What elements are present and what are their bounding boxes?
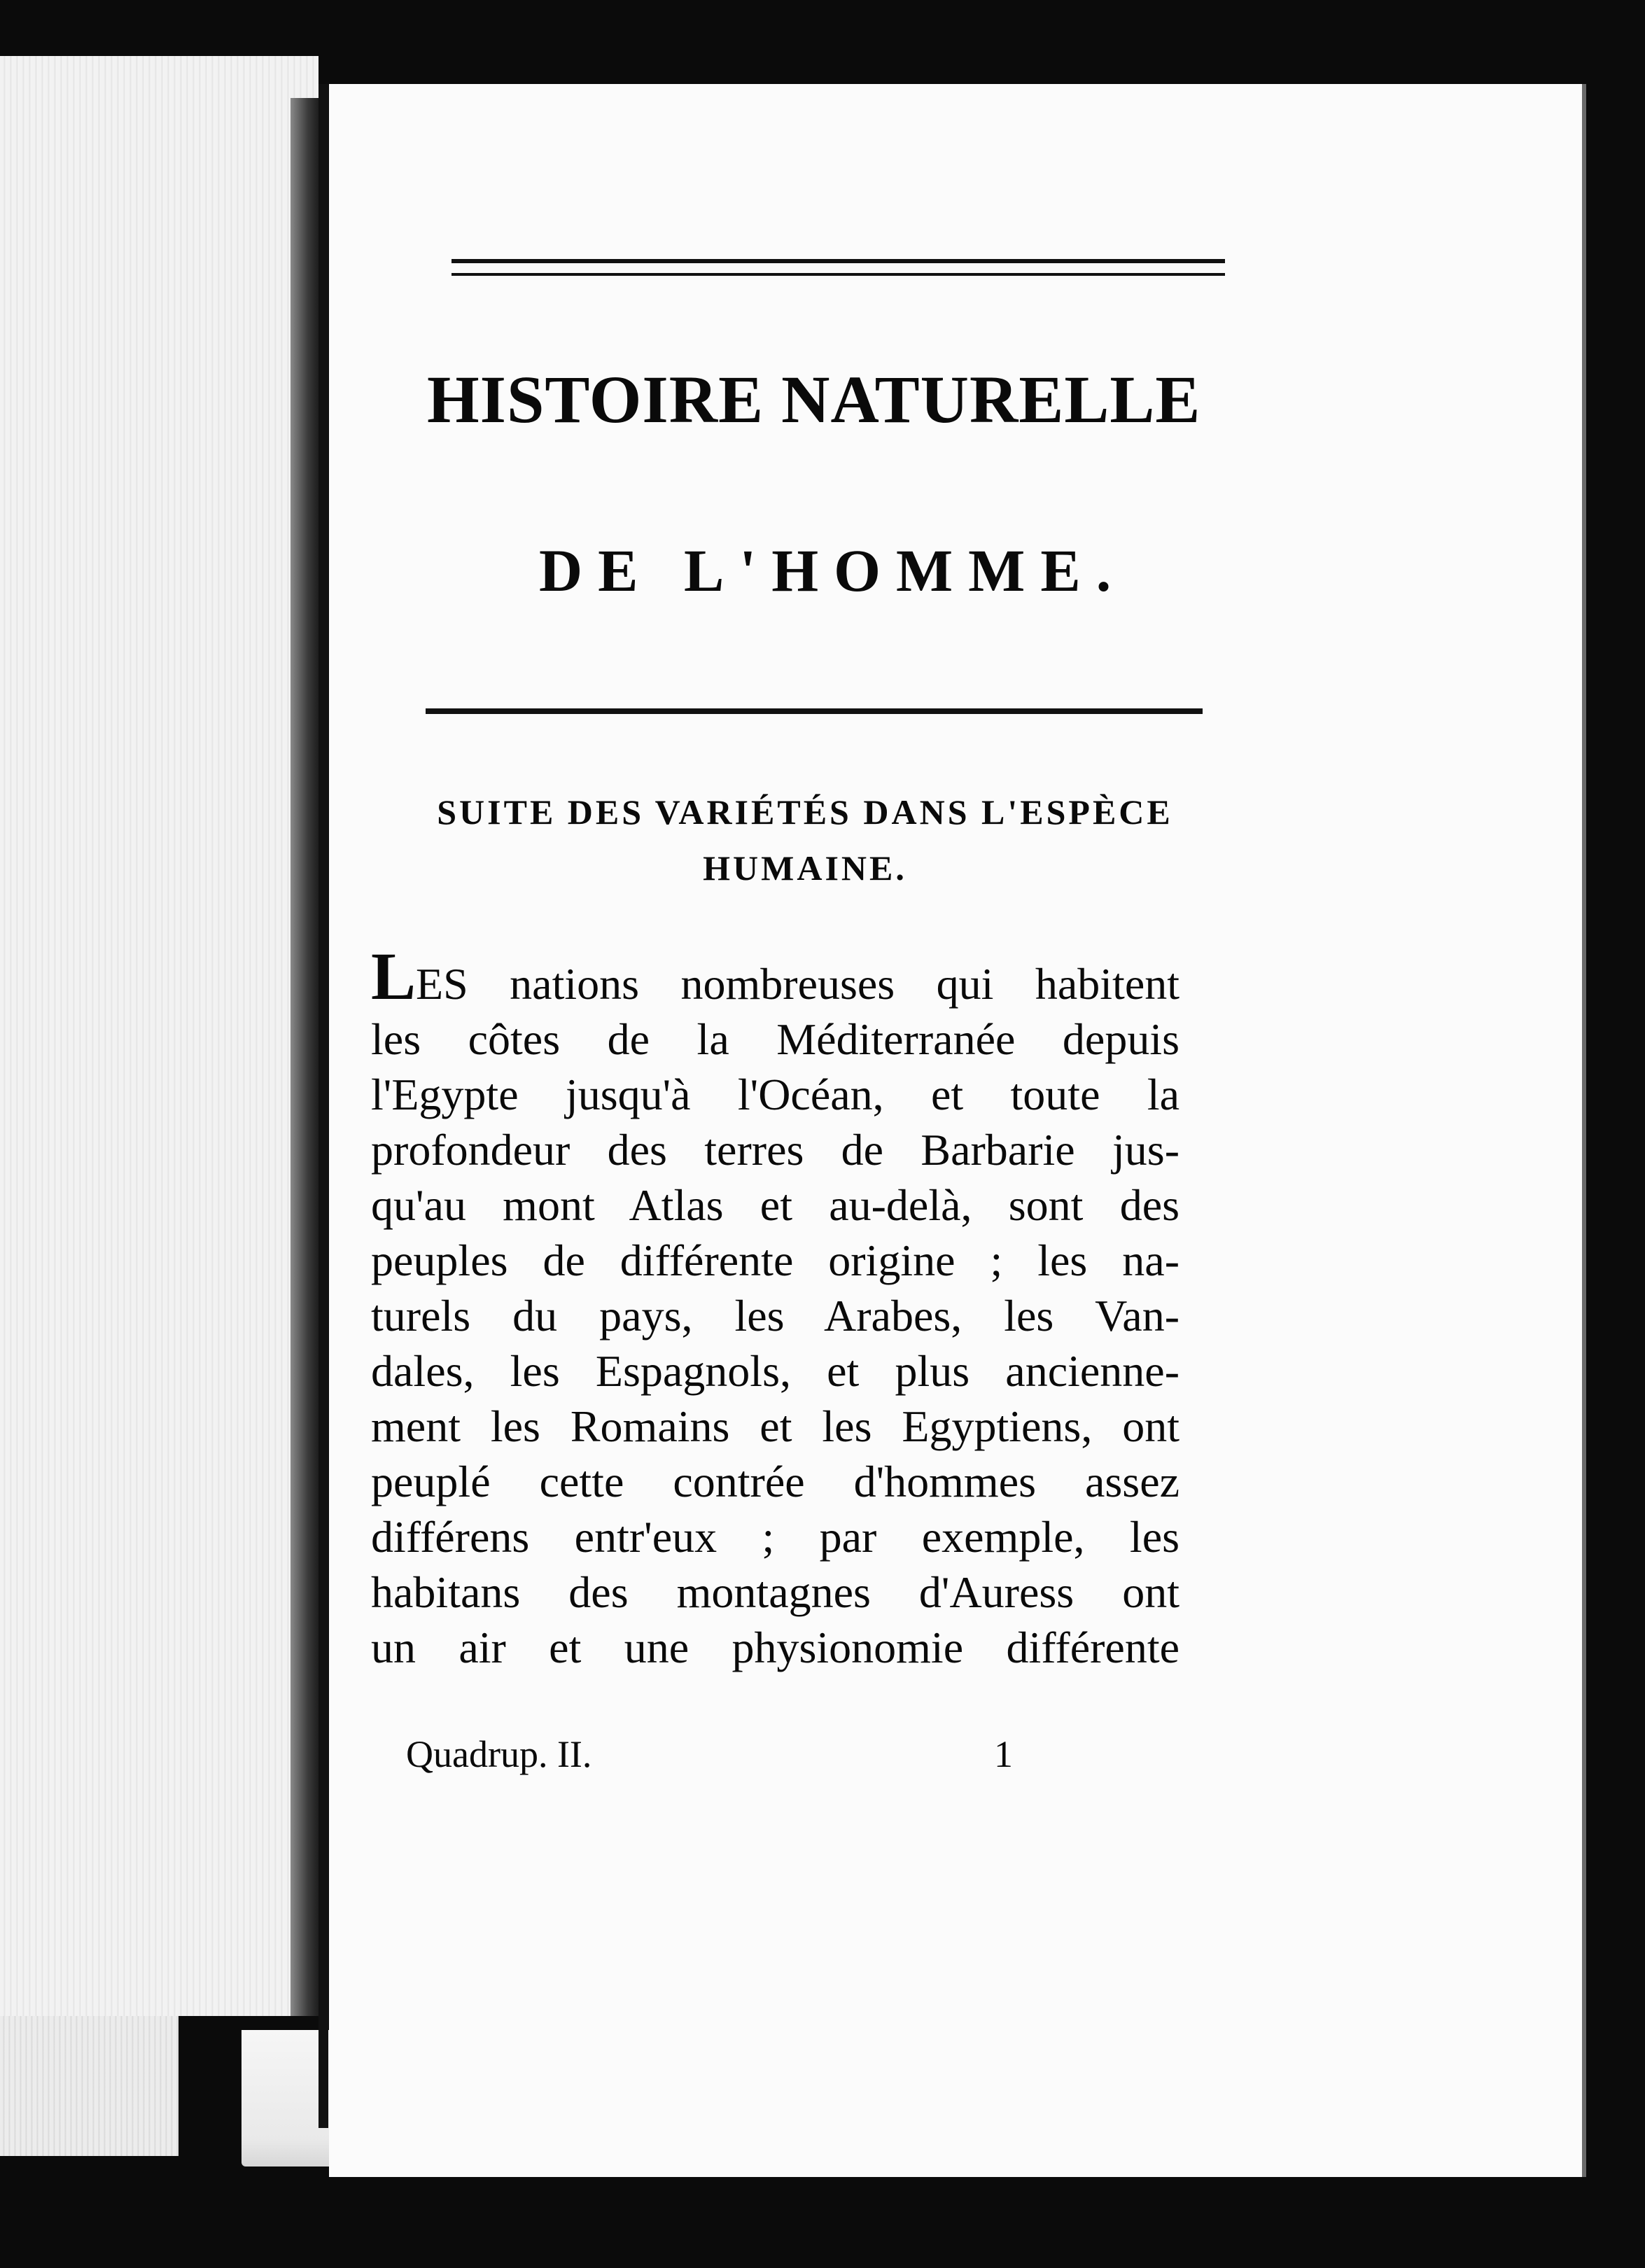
top-double-rule: [451, 259, 1225, 276]
middle-rule: [426, 708, 1203, 714]
body-paragraph: [371, 939, 1180, 1675]
previous-page-lower-edge: [0, 2016, 178, 2156]
body-remaining-lines: les côtes de la Méditerranée depuis l'Egypte jusqu'à l'Océan, et toute la profondeur des terres de Barbarie jus- qu'au mont Atlas et au-delà, sont des peuples de différente origine ; les na- turels du pays, les Arabes, les Van- dales, les Espagnols, et plus ancienne- ment les Romains et les Egyptiens, ont peuplé cette contrée d'hommes assez différens entr'eux ; par exemple, les habitans des montagnes d'Auress ont un air et une physionomie différente: [371, 1014, 1180, 1672]
page-gutter-shadow: [290, 98, 320, 2016]
body-first-line: ES nations nombreuses qui habitent: [416, 959, 1180, 1009]
gutter-shadow: [318, 84, 328, 2128]
signature-mark: Quadrup. II.: [406, 1733, 592, 1775]
section-heading: SUITE DES VARIÉTÉS DANS L'ESPÈCE HUMAINE.: [437, 792, 1173, 888]
title-line-2: DE L'HOMME.: [539, 537, 1127, 604]
previous-page-edge: [0, 56, 318, 2016]
title-line-1: HISTOIRE NATURELLE: [427, 362, 1201, 437]
drop-cap: L: [371, 939, 416, 1014]
folio-number: 1: [994, 1733, 1013, 1775]
